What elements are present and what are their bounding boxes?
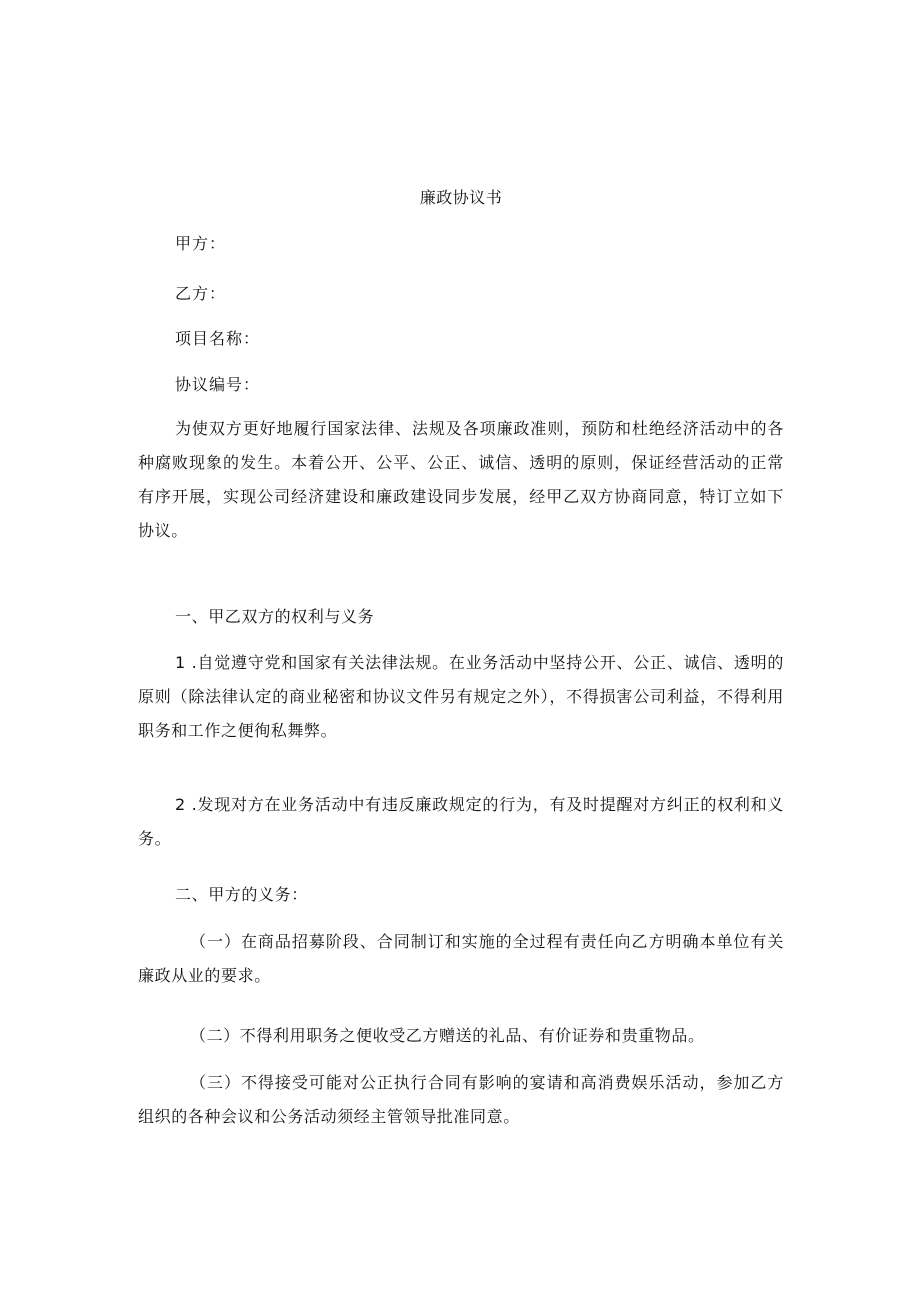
section2-item1: （一）在商品招募阶段、合同制订和实施的全过程有责任向乙方明确本单位有关廉政从业的要求。	[138, 932, 784, 985]
document-title: 廉政协议书	[419, 188, 503, 207]
party-a-field: 甲方：	[175, 234, 227, 253]
party-b-field: 乙方：	[175, 284, 227, 303]
section2-heading: 二、甲方的义务：	[175, 885, 308, 904]
section1-item2: 2 .发现对方在业务活动中有违反廉政规定的行为，有及时提醒对方纠正的权利和义务。	[138, 795, 784, 848]
section1-item1: 1 .自觉遵守党和国家有关法律法规。在业务活动中坚持公开、公正、诚信、透明的原则（除法律认定的商业秘密和协议文件另有规定之外），不得损害公司利益，不得利用职务和工作之便徇私舞弊。	[138, 653, 784, 740]
project-name-field: 项目名称：	[175, 329, 261, 348]
section1-heading: 一、甲乙双方的权利与义务	[175, 607, 375, 626]
intro-paragraph: 为使双方更好地履行国家法律、法规及各项廉政准则，预防和杜绝经济活动中的各种腐败现象的发生。本着公开、公平、公正、诚信、透明的原则，保证经营活动的正常有序开展，实现公司经济建设和廉政建设同步发展，经甲乙双方协商同意，特订立如下协议。	[138, 419, 784, 540]
section2-item3: （三）不得接受可能对公正执行合同有影响的宴请和高消费娱乐活动，参加乙方组织的各种会议和公务活动须经主管领导批准同意。	[138, 1073, 784, 1126]
agreement-number-field: 协议编号：	[175, 375, 261, 394]
section2-item2: （二）不得利用职务之便收受乙方赠送的礼品、有价证券和贵重物品。	[190, 1026, 705, 1045]
